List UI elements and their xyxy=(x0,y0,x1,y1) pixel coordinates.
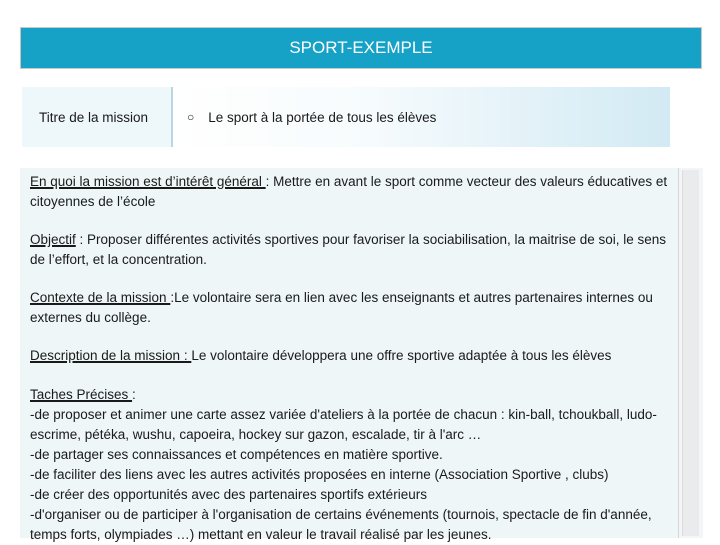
mission-value: Le sport à la portée de tous les élèves xyxy=(208,109,437,125)
section-contexte-heading: Contexte de la mission xyxy=(30,290,171,305)
section-description xyxy=(30,346,670,366)
section-description-text: Le volontaire développera une offre sportive adaptée à tous les élèves xyxy=(191,348,612,363)
page-title: SPORT-EXEMPLE xyxy=(289,38,433,57)
section-taches xyxy=(30,385,670,545)
section-taches-heading-suffix: : xyxy=(132,387,136,402)
section-taches-heading-line xyxy=(30,385,670,405)
task-item: -de créer des opportunités avec des partenaires sportifs extérieurs xyxy=(30,487,427,502)
mission-title-row xyxy=(22,87,670,147)
section-interet xyxy=(30,172,670,212)
mission-value-cell xyxy=(171,87,670,147)
task-item: -de proposer et animer une carte assez variée d'ateliers à la portée de chacun : kin-ball, tchoukball, ludo-escrime, pétéka, wushu, capoeira, hockey sur gazon, escalade, tir à l'arc … xyxy=(30,407,657,442)
section-interet-heading: En quoi la mission est d’intérêt général xyxy=(30,174,266,189)
section-interet-text: : Mettre en avant le sport comme vecteur des valeurs éducatives et citoyennes de l’école xyxy=(30,174,668,209)
mission-label: Titre de la mission xyxy=(39,109,149,125)
task-item: -de partager ses connaissances et compétences en matière sportive. xyxy=(30,447,443,462)
section-taches-heading: Taches Précises xyxy=(30,387,133,402)
side-strip-inner xyxy=(682,170,699,536)
section-description-heading: Description de la mission : xyxy=(30,348,192,363)
section-contexte xyxy=(30,288,670,328)
hollow-circle-bullet-icon: ○ xyxy=(187,110,195,124)
section-objectif-text: : Proposer différentes activités sportives pour favoriser la sociabilisation, la maitrise de soi, le sens de l’effort, et la concentration. xyxy=(30,232,667,267)
section-contexte-text: :Le volontaire sera en lien avec les enseignants et autres partenaires internes ou externes du collège. xyxy=(30,290,653,325)
mission-label-cell xyxy=(22,87,171,147)
section-objectif xyxy=(30,230,670,270)
task-item: -d'organiser ou de participer à l'organisation de certains événements (tournois, spectacle de fin d'année, temps forts, olympiades …) mettant en valeur le travail réalisé par les jeunes. xyxy=(30,507,652,542)
section-objectif-heading: Objectif xyxy=(30,232,76,247)
task-item: -de faciliter des liens avec les autres activités proposées en interne (Association Sportive , clubs) xyxy=(30,467,609,482)
